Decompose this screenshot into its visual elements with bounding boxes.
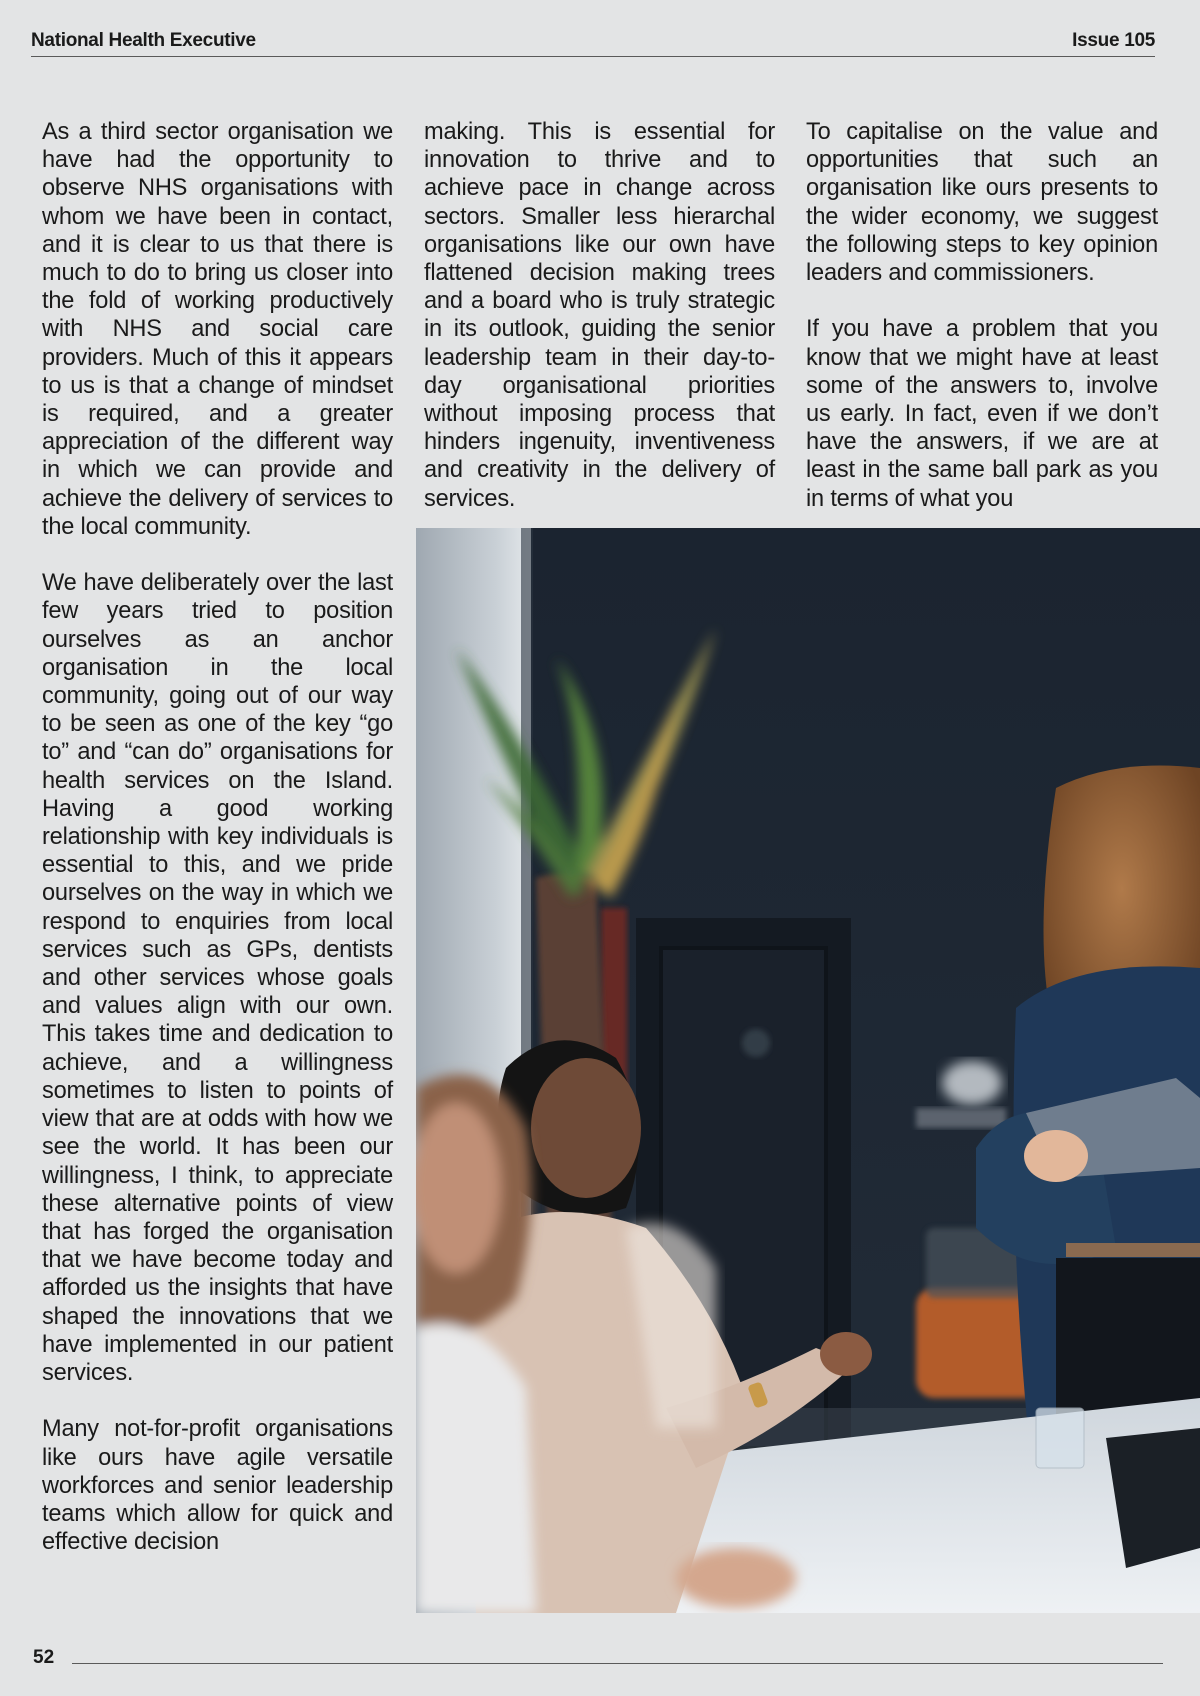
paragraph: Many not-for-profit organisations like ours have agile versatile workforces and senior leadership teams which allow for quick and effective decision — [42, 1416, 393, 1556]
page-number: 52 — [33, 1647, 55, 1668]
text-column-1 — [42, 118, 393, 1585]
page-header — [31, 28, 1155, 57]
paragraph: As a third sector organisation we have had the opportunity to observe NHS organisations with whom we have been in contact, and it is clear to us that there is much to do to bring us closer into the fold of working productively with NHS and social care providers. Much of this it appears to us is that a change of mindset is required, and a greater appreciation of the different way in which we can provide and achieve the delivery of services to the local community. — [42, 119, 393, 540]
issue-number: Issue 105 — [1072, 30, 1155, 51]
meeting-room-photo — [416, 528, 1200, 1613]
page-footer — [33, 1645, 1163, 1669]
text-column-2 — [424, 118, 775, 541]
footer-rule — [72, 1663, 1163, 1664]
paragraph: If you have a problem that you know that we might have at least some of the answers to, involve us early. In fact, even if we don’t have the answers, if we are at least in the same ball park as you in terms of what you — [806, 316, 1158, 512]
paragraph: To capitalise on the value and opportunities that such an organisation like ours presents to the wider economy, we suggest the following steps to key opinion leaders and commissioners. — [806, 119, 1158, 287]
paragraph: making. This is essential for innovation to thrive and to achieve pace in change across sectors. Smaller less hierarchal organisations like our own have flattened decision making trees and a board who is truly strategic in its outlook, guiding the senior leadership team in their day-to-day organisational priorities without imposing process that hinders ingenuity, inventiveness and creativity in the delivery of services. — [424, 119, 775, 512]
publication-name: National Health Executive — [31, 30, 256, 51]
paragraph: We have deliberately over the last few years tried to position ourselves as an anchor organisation in the local community, going out of our way to be seen as one of the key “go to” and “can do” organisations for health services on the Island. Having a good working relationship with key individuals is essential to this, and we pride ourselves on the way in which we respond to enquiries from local services such as GPs, dentists and other services whose goals and values align with our own. This takes time and dedication to achieve, and a willingness sometimes to listen to points of view that are at odds with how we see the world. It has been our willingness, I think, to appreciate these alternative points of view that has forged the organisation that we have become today and afforded us the insights that have shaped the innovations that we have implemented in our patient services. — [42, 570, 393, 1386]
text-column-3 — [806, 118, 1158, 541]
